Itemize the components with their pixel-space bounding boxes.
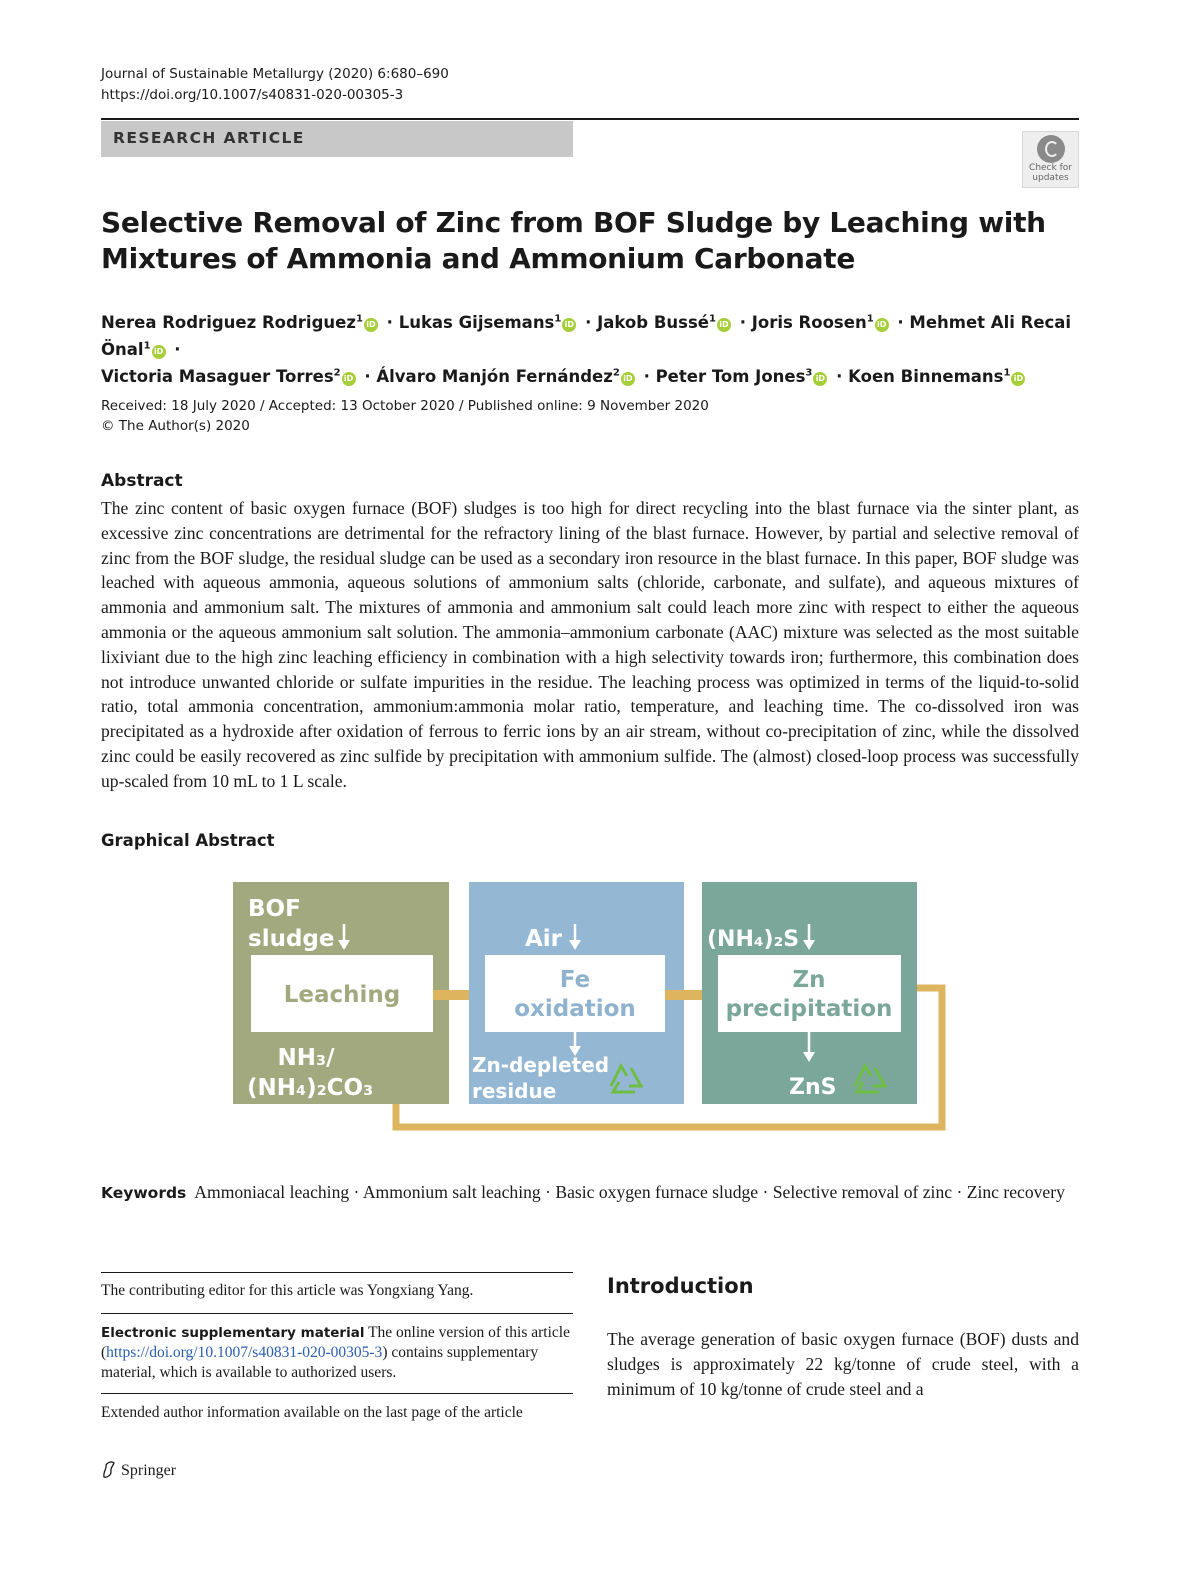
check-updates-line2: updates (1032, 173, 1069, 183)
orcid-icon[interactable]: iD (152, 345, 166, 359)
author-name[interactable]: Koen Binnemans (848, 367, 1004, 386)
footnote-rule (101, 1393, 573, 1394)
box1-center: Leaching (283, 982, 401, 1008)
journal-citation: Journal of Sustainable Metallurgy (2020) 6:680–690 (101, 66, 449, 82)
box1-top2: sludge (248, 926, 335, 952)
author-name[interactable]: Jakob Bussé (597, 313, 709, 332)
affiliation-mark: 2 (333, 367, 341, 379)
author-name[interactable]: Lukas Gijsemans (398, 313, 555, 332)
abstract-text: The zinc content of basic oxygen furnace (BOF) sludges is too high for direct recycling into the blast furnace via the sinter plant, as excessive zinc concentrations are detrimental for the refractory lining of the blast furnace. However, by partial and selective removal of zinc from the BOF sludge, the residual sludge can be used as a secondary iron resource in the blast furnace. In this paper, BOF sludge was leached with aqueous ammonia, aqueous solutions of ammonium salts (chloride, carbonate, and sulfate), and aqueous mixtures of ammonia and ammonium salt. The mixtures of ammonia and ammonium salt could leach more zinc with respect to either the aqueous ammonia or the aqueous ammonium salt solution. The ammonia–ammonium carbonate (AAC) mixture was selected as the most suitable lixiviant due to the high zinc leaching efficiency in combination with a high selectivity towards iron; furthermore, this combination does not introduce unwanted chloride or sulfate impurities in the residue. The leaching process was optimized in terms of the liquid-to-solid ratio, total ammonia concentration, ammonium:ammonia molar ratio, temperature, and leaching time. The co-dissolved iron was precipitated as a hydroxide after oxidation of ferrous to ferric ions by an air stream, without co-precipitation of zinc, while the dissolved zinc could be easily recovered as zinc sulfide by precipitation with ammonium sulfide. The (almost) closed-loop process was successfully up-scaled from 10 mL to 1 L scale. (101, 498, 1079, 791)
check-updates-icon (1037, 135, 1065, 163)
flow-arrow-2 (665, 990, 707, 1000)
publisher-footer (101, 1459, 176, 1480)
graphical-abstract-heading: Graphical Abstract (101, 831, 275, 850)
publication-history: Received: 18 July 2020 / Accepted: 13 October 2020 / Published online: 9 November 2020 (101, 398, 709, 414)
footnote-rule (101, 1313, 573, 1314)
check-updates-line1: Check for (1029, 163, 1072, 173)
affiliation-mark: 3 (805, 367, 813, 379)
keywords (101, 1180, 1079, 1206)
article-title: Selective Removal of Zinc from BOF Sludge by Leaching with Mixtures of Ammonia and Ammonium Carbonate (101, 206, 1046, 275)
box2-bottom2: residue (472, 1079, 557, 1103)
author-name[interactable]: Álvaro Manjón Fernández (376, 367, 613, 386)
orcid-icon[interactable]: iD (717, 318, 731, 332)
author-list: Nerea Rodriguez Rodriguez$^1$ iD · Lukas Gijsemans$^1$ iD · Jakob Bussé$^1$ iD · Joris Roosen$^1$ iD · Mehmet Ali Recai Önal$^1$ iD · Victoria Masaguer Torres$^2$ iD · Álvaro Manjón Fernández$^2$ iD · Peter Tom Jones$^3$ iD · Koen Binnemans$^1$ iD (101, 313, 1072, 386)
box1-bottom1: NH₃/ (277, 1045, 335, 1071)
box2-center1: Fe (559, 967, 591, 993)
abstract-heading: Abstract (101, 471, 183, 491)
orcid-icon[interactable]: iD (342, 372, 356, 386)
box3-center2: precipitation (725, 996, 893, 1022)
orcid-icon[interactable]: iD (562, 318, 576, 332)
author-name[interactable]: Nerea Rodriguez Rodriguez (101, 313, 356, 332)
author-name[interactable]: Mehmet Ali Recai Önal (101, 313, 1072, 359)
box3-center1: Zn (792, 967, 826, 993)
orcid-icon[interactable]: iD (875, 318, 889, 332)
affiliation-mark: 1 (355, 313, 363, 325)
doi-link[interactable]: https://doi.org/10.1007/s40831-020-00305-3 (101, 87, 404, 103)
box3-top: (NH₄)₂S (707, 927, 800, 952)
footnote-rule (101, 1272, 573, 1273)
graphical-abstract-figure (233, 880, 953, 1135)
springer-horse-icon (101, 1459, 117, 1479)
article-type-bar (101, 121, 573, 157)
flow-arrow-1 (433, 990, 473, 1000)
affiliation-mark: 1 (866, 313, 874, 325)
header-rule (101, 118, 1079, 120)
box2-bottom1: Zn-depleted (472, 1053, 610, 1077)
esm-text-a: The online version of this article ( (101, 1324, 570, 1361)
article-dates (101, 396, 709, 436)
affiliation-mark: 1 (708, 313, 716, 325)
box1-bottom2: (NH₄)₂CO₃ (247, 1075, 374, 1101)
box2-center2: oxidation (514, 996, 636, 1022)
esm-note (101, 1323, 573, 1383)
esm-text-b: ) contains supplementary material, which is available to authorized users. (101, 1344, 539, 1381)
introduction-text: The average generation of basic oxygen furnace (BOF) dusts and sludges is approximately 22 kg/tonne of crude steel, with a minimum of 10 kg/tonne of crude steel and a (607, 1329, 1079, 1399)
keywords-label: Keywords (101, 1184, 187, 1202)
orcid-icon[interactable]: iD (364, 318, 378, 332)
author-name[interactable]: Joris Roosen (751, 313, 867, 332)
author-name[interactable]: Peter Tom Jones (655, 367, 806, 386)
editor-note: The contributing editor for this article was Yongxiang Yang. (101, 1282, 474, 1299)
publisher-name: Springer (121, 1462, 177, 1479)
article-type-label: RESEARCH ARTICLE (113, 129, 305, 147)
journal-header (101, 64, 449, 106)
orcid-icon[interactable]: iD (621, 372, 635, 386)
box1-top1: BOF (248, 896, 301, 922)
box2-top: Air (525, 926, 563, 952)
copyright-line: © The Author(s) 2020 (101, 418, 250, 434)
affiliation-mark: 2 (612, 367, 620, 379)
affiliation-mark: 1 (143, 340, 151, 352)
orcid-icon[interactable]: iD (813, 372, 827, 386)
keywords-text: Ammoniacal leaching · Ammonium salt leaching · Basic oxygen furnace sludge · Selective removal of zinc · Zinc recovery (194, 1182, 1065, 1202)
esm-label: Electronic supplementary material (101, 1325, 365, 1341)
introduction-heading: Introduction (607, 1274, 754, 1298)
orcid-icon[interactable]: iD (1011, 372, 1025, 386)
check-for-updates-button[interactable] (1022, 131, 1079, 188)
esm-link[interactable]: https://doi.org/10.1007/s40831-020-00305-3 (106, 1344, 383, 1361)
author-name[interactable]: Victoria Masaguer Torres (101, 367, 334, 386)
extended-author-note: Extended author information available on the last page of the article (101, 1404, 523, 1421)
affiliation-mark: 1 (554, 313, 562, 325)
affiliation-mark: 1 (1003, 367, 1011, 379)
box3-bottom: ZnS (789, 1075, 837, 1100)
